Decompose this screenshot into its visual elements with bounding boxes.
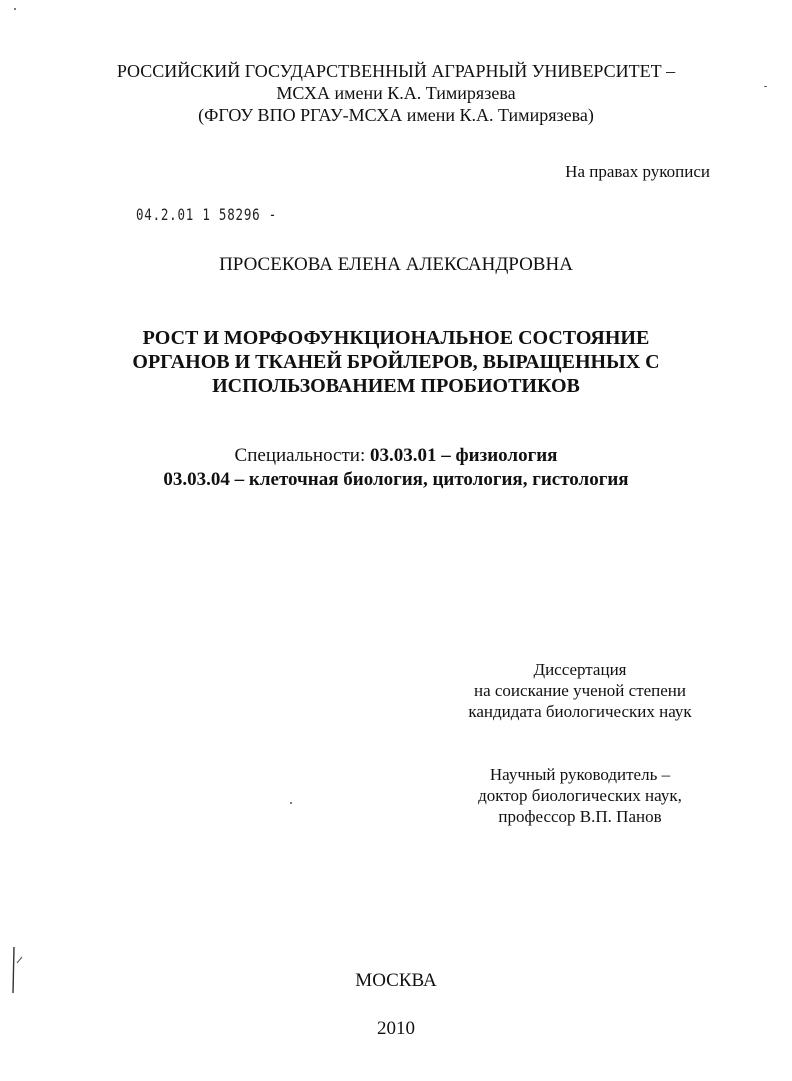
specialty-line2 xyxy=(0,468,792,492)
university-name-line2: МСХА имени К.А. Тимирязева xyxy=(276,83,516,103)
supervisor-line3: профессор В.П. Панов xyxy=(498,807,662,826)
supervisor-line1: Научный руководитель – xyxy=(489,765,671,784)
year: 2010 xyxy=(377,1018,415,1039)
thesis-title-line2: ОРГАНОВ И ТКАНЕЙ БРОЙЛЕРОВ, ВЫРАЩЕННЫХ С xyxy=(132,351,660,373)
supervisor-line2: доктор биологических наук, xyxy=(478,786,682,805)
author-name: ПРОСЕКОВА ЕЛЕНА АЛЕКСАНДРОВНА xyxy=(219,254,573,275)
scan-speck xyxy=(14,8,16,10)
city: МОСКВА xyxy=(355,970,437,991)
dissertation-block xyxy=(430,659,730,722)
margin-pen-mark-icon xyxy=(8,945,28,995)
specialty-label: Специальности: xyxy=(234,445,370,466)
specialty-code2: 03.03.04 – клеточная биология, цитология, гистология xyxy=(163,469,629,490)
university-name-line3: (ФГОУ ВПО РГАУ-МСХА имени К.А. Тимирязева) xyxy=(198,105,594,125)
specialty-code1: 03.03.01 – физиология xyxy=(369,445,558,466)
dissertation-line3: кандидата биологических наук xyxy=(468,702,692,721)
thesis-title-line3: ИСПОЛЬЗОВАНИЕМ ПРОБИОТИКОВ xyxy=(212,375,580,397)
dissertation-line2: на соискание ученой степени xyxy=(473,681,687,700)
scan-speck xyxy=(764,86,767,87)
manuscript-note: На правах рукописи xyxy=(565,162,710,181)
thesis-title-line1: РОСТ И МОРФОФУНКЦИОНАЛЬНОЕ СОСТОЯНИЕ xyxy=(142,327,650,349)
dissertation-line1: Диссертация xyxy=(533,660,627,679)
supervisor-block xyxy=(430,764,730,827)
specialty-line1 xyxy=(0,444,792,468)
library-stamp-number: 04.2.01 1 58296 - xyxy=(136,205,277,224)
scan-speck xyxy=(290,802,292,804)
university-name-line1: РОССИЙСКИЙ ГОСУДАРСТВЕННЫЙ АГРАРНЫЙ УНИВЕРСИТЕТ – xyxy=(116,61,676,81)
